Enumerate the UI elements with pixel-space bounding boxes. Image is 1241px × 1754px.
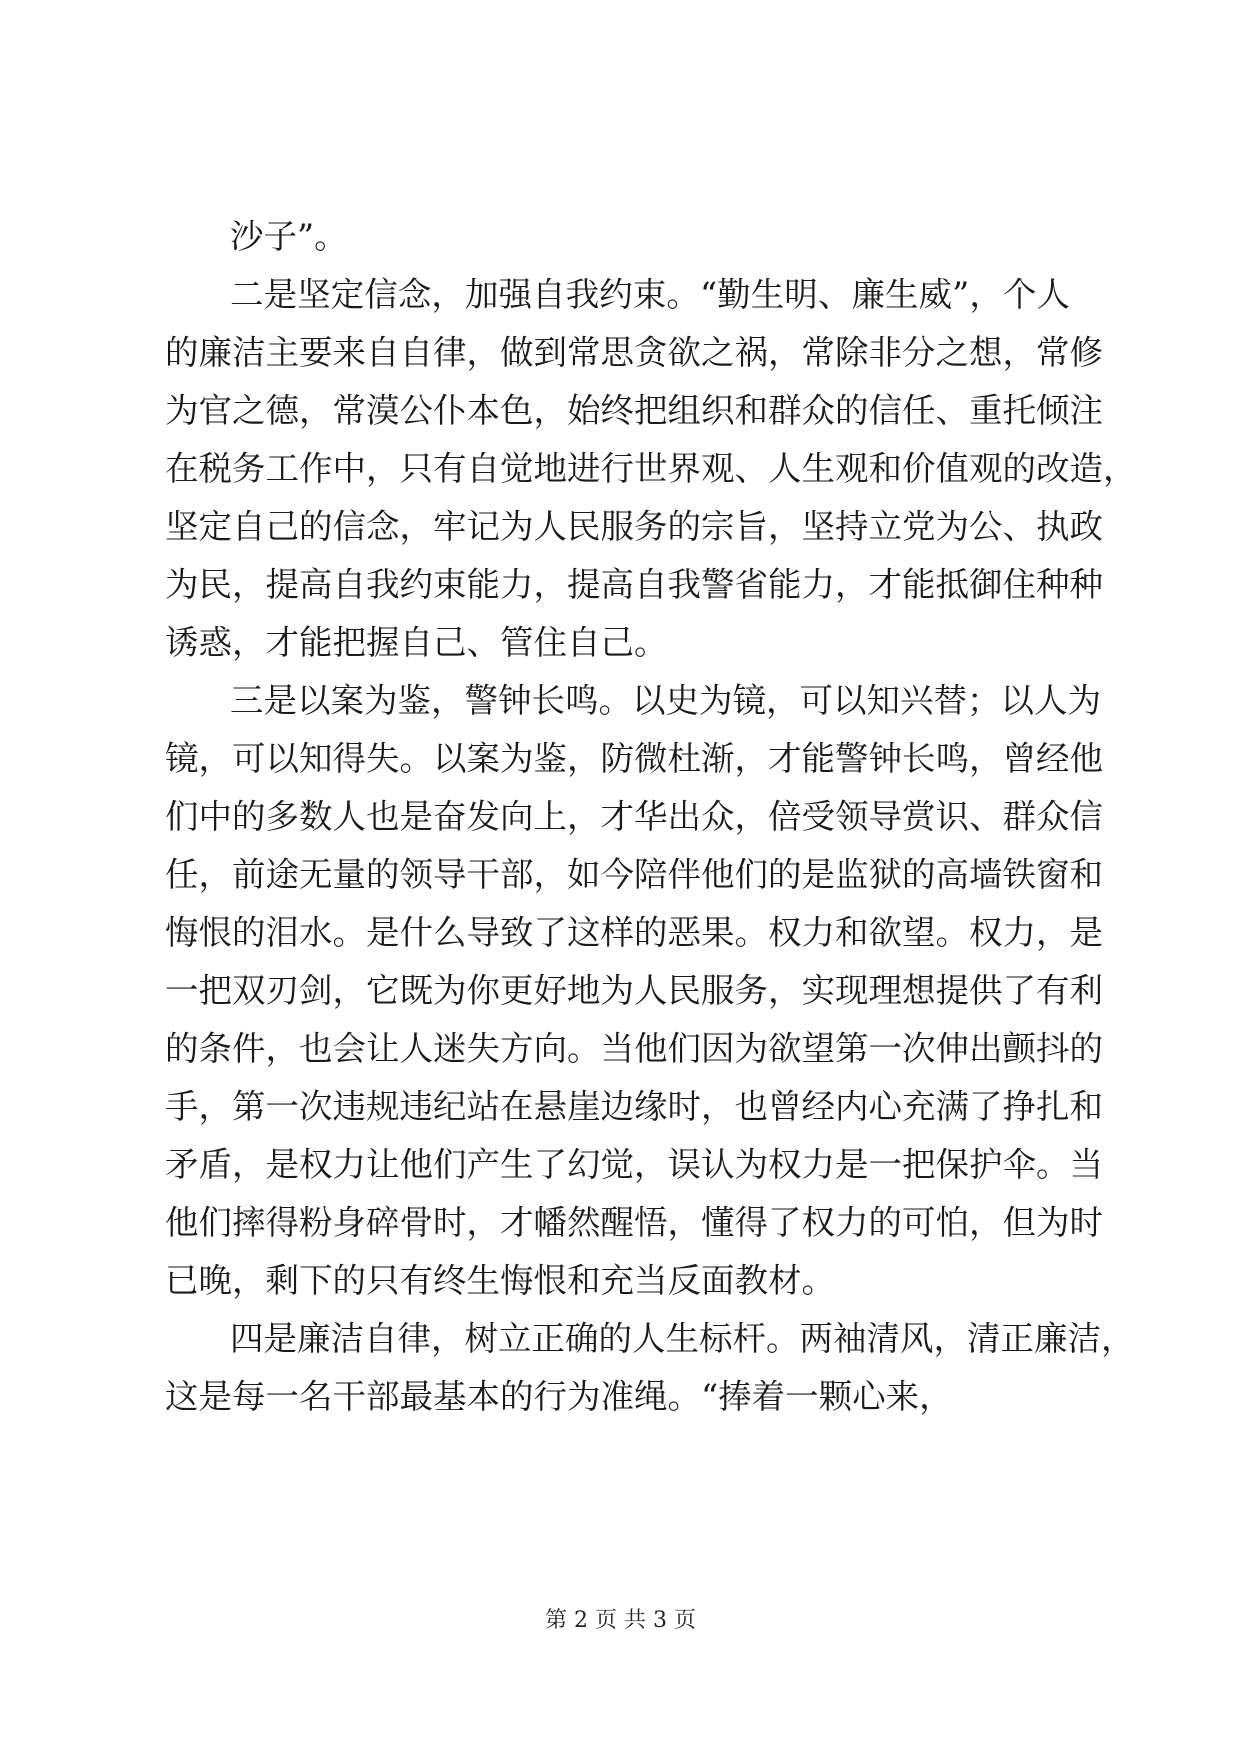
text-line: 们中的多数人也是奋发向上，才华出众，倍受领导赏识、群众信: [165, 797, 1103, 836]
text-line: 为官之德，常漠公仆本色，始终把组织和群众的信任、重托倾注: [165, 391, 1103, 430]
page-number-footer: 第 2 页 共 3 页: [545, 1608, 696, 1633]
text-line: 镜，可以知得失。以案为鉴，防微杜渐，才能警钟长鸣，曾经他: [165, 739, 1103, 778]
text-line: 在税务工作中，只有自觉地进行世界观、人生观和价值观的改造，: [165, 449, 1137, 488]
text-line: 悔恨的泪水。是什么导致了这样的恶果。权力和欲望。权力，是: [165, 913, 1103, 952]
text-line: 他们摔得粉身碎骨时，才幡然醒悟，懂得了权力的可怕，但为时: [165, 1203, 1103, 1242]
text-line: 手，第一次违规违纪站在悬崖边缘时，也曾经内心充满了挣扎和: [165, 1087, 1103, 1126]
paragraph-4-first-line: 四是廉洁自律，树立正确的人生标杆。两袖清风，清正廉洁，: [230, 1319, 1135, 1358]
text-line: 已晚，剩下的只有终生悔恨和充当反面教材。: [165, 1261, 835, 1300]
text-line: 诱惑，才能把握自己、管住自己。: [165, 623, 668, 662]
text-line: 矛盾，是权力让他们产生了幻觉，误认为权力是一把保护伞。当: [165, 1145, 1103, 1184]
text-line: 这是每一名干部最基本的行为准绳。“捧着一颗心来，: [165, 1377, 953, 1416]
paragraph-2-first-line: 二是坚定信念，加强自我约束。“勤生明、廉生威”，个人: [230, 275, 1070, 314]
text-line: 坚定自己的信念，牢记为人民服务的宗旨，坚持立党为公、执政: [165, 507, 1103, 546]
text-line: 的条件，也会让人迷失方向。当他们因为欲望第一次伸出颤抖的: [165, 1029, 1103, 1068]
text-line: 为民，提高自我约束能力，提高自我警省能力，才能抵御住种种: [165, 565, 1103, 604]
paragraph-3-first-line: 三是以案为鉴，警钟长鸣。以史为镜，可以知兴替；以人为: [230, 681, 1101, 720]
text-line: 的廉洁主要来自自律，做到常思贪欲之祸，常除非分之想，常修: [165, 333, 1103, 372]
text-line: 一把双刃剑，它既为你更好地为人民服务，实现理想提供了有利: [165, 971, 1103, 1010]
text-line: 沙子”。: [230, 217, 348, 256]
text-line: 任，前途无量的领导干部，如今陪伴他们的是监狱的高墙铁窗和: [165, 855, 1103, 894]
